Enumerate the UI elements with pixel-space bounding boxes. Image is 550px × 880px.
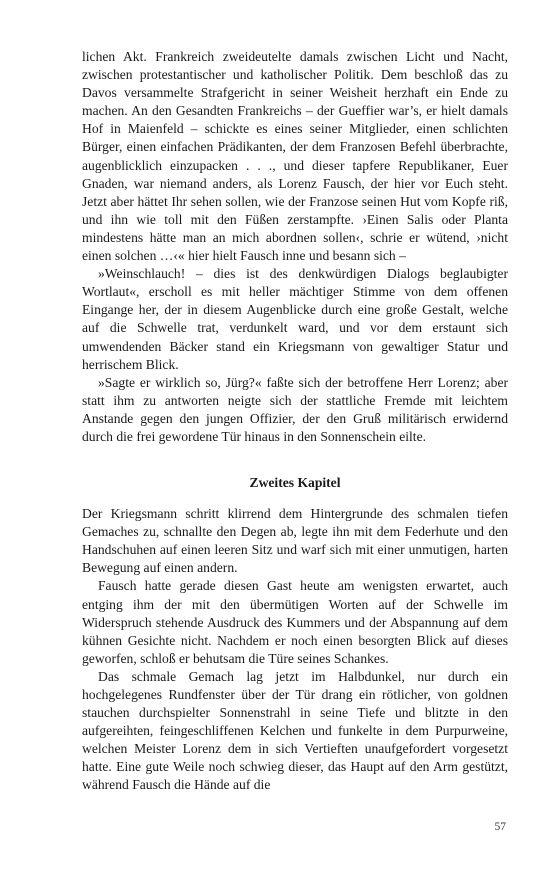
chapter-title: Zweites Kapitel [249,475,341,491]
paragraph: Das schmale Gemach lag jetzt im Halbdunkel, nur durch ein hochgelegenes Rundfenster über der Tür drang ein rötlicher, von goldnen stauchen durchspielter Sonnenstrahl in seine Tiefe und blitzte in den aufgereihten, feingeschliffenen Kelchen und funkelte in dem Purpurweine, welchen Meister Lorenz dem in sich Vertieften unaufgefordert vorgesetzt hatte. Eine gute Weile noch schwieg dieser, das Haupt auf den Arm gestützt, während Fausch die Hände auf die [82,668,508,793]
page-body [82,48,508,795]
paragraph: lichen Akt. Frankreich zweideutelte damals zwischen Licht und Nacht, zwischen protestantischer und katholischer Politik. Dem beschloß das zu Davos versammelte Strafgericht in seiner Weisheit herzhaft ein Ende zu machen. An den Gesandten Frankreichs – der Gueffier war’s, er hielt damals Hof in Maienfeld – schickte es eines seiner Mitglieder, einen schlichten Bürger, einen einfachen Prädikanten, der dem Franzosen Befehl überbrachte, augenblicklich einzupacken . . ., und dieser tapfere Republikaner, Euer Gnaden, war niemand anders, als Lorenz Fausch, der hier vor Euch steht. Jetzt aber hättet Ihr sehen sollen, wie der Franzose seinen Hut vom Kopfe riß, und ihn wie toll mit den Füßen zerstampfte. ›Einen Salis oder Planta mindestens hätte man an mich abordnen sollen‹, schrie er wütend, ›nicht einen solchen …‹« hier hielt Fausch inne und besann sich – [82,49,508,264]
paragraph: »Sagte er wirklich so, Jürg?« faßte sich der betroffene Herr Lorenz; aber statt ihm zu antworten neigte sich der stattliche Fremde mit leichtem Anstande gegen den jungen Offizier, der den Gruß militärisch erwidernd durch die frei gewordene Tür hinaus in den Sonnenschein eilte. [82,374,508,444]
paragraph: Fausch hatte gerade diesen Gast heute am wenigsten erwartet, auch entging ihm der mit den übermütigen Worten auf der Schwelle im Widerspruch stehende Ausdruck des Kummers und der Abspannung auf dem kühnen Gesichte nicht. Nachdem er noch einen besorgten Blick auf dieses geworfen, schloß er behutsam die Türe seines Schankes. [82,578,508,666]
page-number: 57 [494,821,506,833]
paragraph: Der Kriegsmann schritt klirrend dem Hintergrunde des schmalen tiefen Gemaches zu, schnallte den Degen ab, legte ihn mit dem Federhute und den Handschuhen auf einen leeren Sitz und warf sich mit einer unmutigen, harten Bewegung auf einen andern. [82,506,508,576]
paragraph: »Weinschlauch! – dies ist des denkwürdigen Dialogs beglaubigter Wortlaut«, erscholl es mit heller mächtiger Stimme von dem offenen Eingange her, der in diesem Augenblicke durch eine große Gestalt, welche auf die Schwelle trat, verdunkelt ward, und vor dem erstaunt sich umwendenden Bäcker stand ein Kriegsmann von gewaltiger Statur und herrischem Blick. [82,266,508,372]
